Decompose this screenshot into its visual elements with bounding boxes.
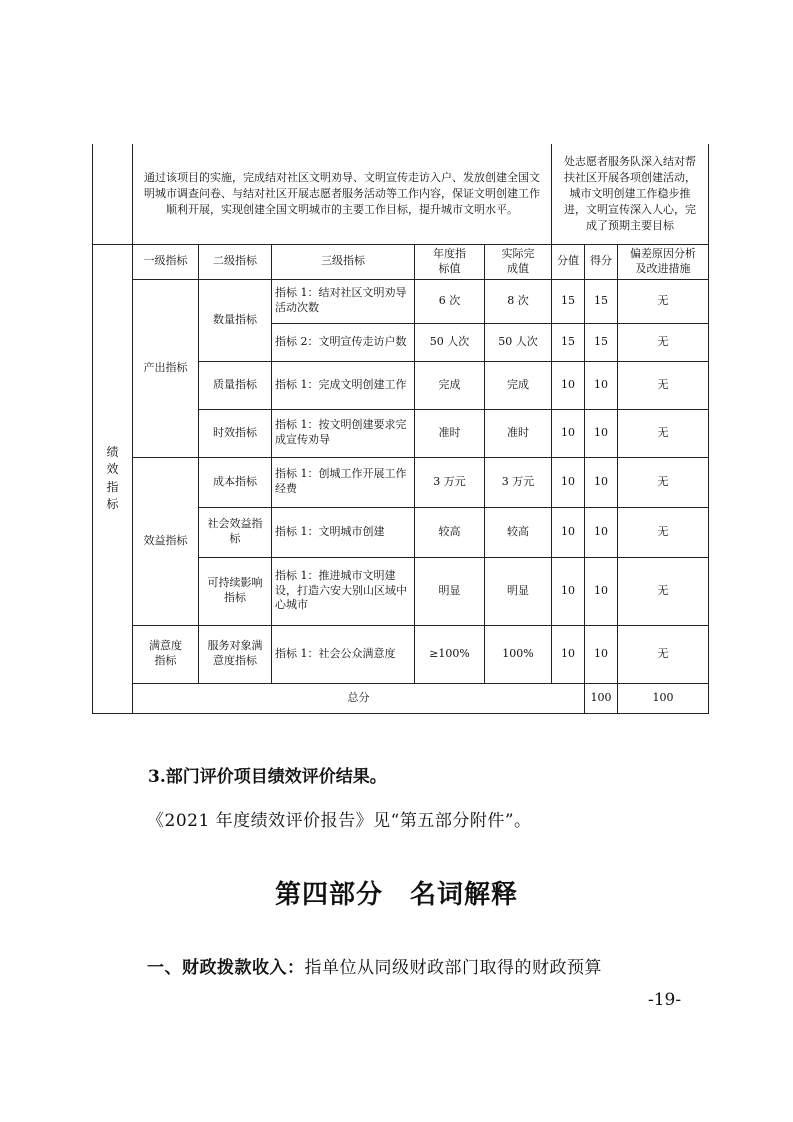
row-got: 10 <box>585 557 618 625</box>
row-got: 10 <box>585 457 618 507</box>
header-actual <box>485 244 552 279</box>
row-dev: 无 <box>618 457 709 507</box>
row-l3: 指标 1：创城工作开展工作经费 <box>272 457 415 507</box>
row-dev: 无 <box>618 625 709 683</box>
subgroup-sustain-text: 可持续影响指标 <box>207 576 263 604</box>
row-got: 10 <box>585 507 618 557</box>
subgroup-service <box>199 625 272 683</box>
header-annual <box>415 244 485 279</box>
table-row <box>93 279 709 323</box>
row-got: 10 <box>585 625 618 683</box>
header-level1: 一级指标 <box>133 244 199 279</box>
row-score: 10 <box>552 409 585 457</box>
total-row <box>93 683 709 713</box>
row-l3: 指标 1：文明城市创建 <box>272 507 415 557</box>
row-actual: 完成 <box>485 361 552 409</box>
row-annual: 准时 <box>415 409 485 457</box>
report-reference: 《2021 年度绩效评价报告》见“第五部分附件”。 <box>147 811 532 831</box>
table-row <box>93 457 709 507</box>
subgroup-quantity: 数量指标 <box>199 279 272 361</box>
header-deviation-text: 偏差原因分析及改进措施 <box>630 246 697 275</box>
row-actual: 50 人次 <box>485 323 552 361</box>
row-actual: 8 次 <box>485 279 552 323</box>
row-score: 15 <box>552 279 585 323</box>
group-satisfaction-text: 满意度指标 <box>149 639 182 667</box>
row-got: 10 <box>585 409 618 457</box>
goal-left-cell <box>133 144 552 244</box>
subgroup-quality: 质量指标 <box>199 361 272 409</box>
row-dev: 无 <box>618 409 709 457</box>
row-dev: 无 <box>618 323 709 361</box>
row-score: 10 <box>552 507 585 557</box>
row-l3: 指标 1：社会公众满意度 <box>272 625 415 683</box>
row-score: 10 <box>552 625 585 683</box>
row-annual: 明显 <box>415 557 485 625</box>
total-got: 100 <box>618 683 709 713</box>
definition-text: 指单位从同级财政部门取得的财政预算 <box>304 958 602 978</box>
row-score: 15 <box>552 323 585 361</box>
row-l3: 指标 1：按文明创建要求完成宣传劝导 <box>272 409 415 457</box>
row-dev: 无 <box>618 557 709 625</box>
row-score: 10 <box>552 557 585 625</box>
header-score: 分值 <box>552 244 585 279</box>
subgroup-social <box>199 507 272 557</box>
row-actual: 3 万元 <box>485 457 552 507</box>
row-actual: 明显 <box>485 557 552 625</box>
subgroup-sustain <box>199 557 272 625</box>
row-dev: 无 <box>618 361 709 409</box>
part-title: 第四部分 名词解释 <box>274 880 518 910</box>
goal-left-text: 通过该项目的实施，完成结对社区文明劝导、文明宣传走访入户、发放创建全国文明城市调查问卷、与结对社区开展志愿者服务活动等工作内容，保证文明创建工作顺利开展，实现创建全国文明城市的主要工作目标，提升城市文明水平。 <box>144 170 541 216</box>
header-level2: 二级指标 <box>199 244 272 279</box>
total-label: 总分 <box>133 683 585 713</box>
goal-row <box>93 144 709 244</box>
side-label-cell <box>93 244 133 713</box>
row-got: 15 <box>585 323 618 361</box>
subgroup-cost: 成本指标 <box>199 457 272 507</box>
definition-line <box>147 953 602 978</box>
header-annual-text: 年度指标值 <box>433 246 466 275</box>
group-benefit: 效益指标 <box>133 457 199 625</box>
header-level3: 三级指标 <box>272 244 415 279</box>
definition-term: 一、财政拨款收入： <box>147 958 305 978</box>
row-got: 10 <box>585 361 618 409</box>
row-actual: 较高 <box>485 507 552 557</box>
row-l3: 指标 1：推进城市文明建设，打造六安大别山区域中心城市 <box>272 557 415 625</box>
side-label: 绩效指标 <box>106 444 119 511</box>
header-actual-text: 实际完成值 <box>501 246 535 275</box>
row-actual: 100% <box>485 625 552 683</box>
row-l3: 指标 2：文明宣传走访户数 <box>272 323 415 361</box>
table-row <box>93 625 709 683</box>
row-got: 15 <box>585 279 618 323</box>
subgroup-service-text: 服务对象满意度指标 <box>207 639 263 667</box>
goal-right-cell <box>552 144 709 244</box>
row-dev: 无 <box>618 279 709 323</box>
header-row <box>93 244 709 279</box>
performance-table <box>92 144 709 714</box>
row-dev: 无 <box>618 507 709 557</box>
subgroup-social-text: 社会效益指标 <box>207 517 263 545</box>
goal-side-cell <box>93 144 133 244</box>
group-output: 产出指标 <box>133 279 199 457</box>
total-score: 100 <box>585 683 618 713</box>
header-got: 得分 <box>585 244 618 279</box>
row-annual: 50 人次 <box>415 323 485 361</box>
row-annual: 完成 <box>415 361 485 409</box>
row-score: 10 <box>552 361 585 409</box>
row-annual: 6 次 <box>415 279 485 323</box>
row-l3: 指标 1：结对社区文明劝导活动次数 <box>272 279 415 323</box>
row-l3: 指标 1：完成文明创建工作 <box>272 361 415 409</box>
header-deviation <box>618 244 709 279</box>
goal-right-text: 处志愿者服务队深入结对帮扶社区开展各项创建活动，城市文明创建工作稳步推进，文明宣传深入人心，完成了预期主要目标 <box>564 154 697 232</box>
row-annual: 3 万元 <box>415 457 485 507</box>
row-annual: ≥100% <box>415 625 485 683</box>
row-actual: 准时 <box>485 409 552 457</box>
section-heading: 3.部门评价项目绩效评价结果。 <box>148 767 387 787</box>
row-score: 10 <box>552 457 585 507</box>
row-annual: 较高 <box>415 507 485 557</box>
group-satisfaction <box>133 625 199 683</box>
page-number: -19- <box>648 990 682 1010</box>
subgroup-timeliness: 时效指标 <box>199 409 272 457</box>
